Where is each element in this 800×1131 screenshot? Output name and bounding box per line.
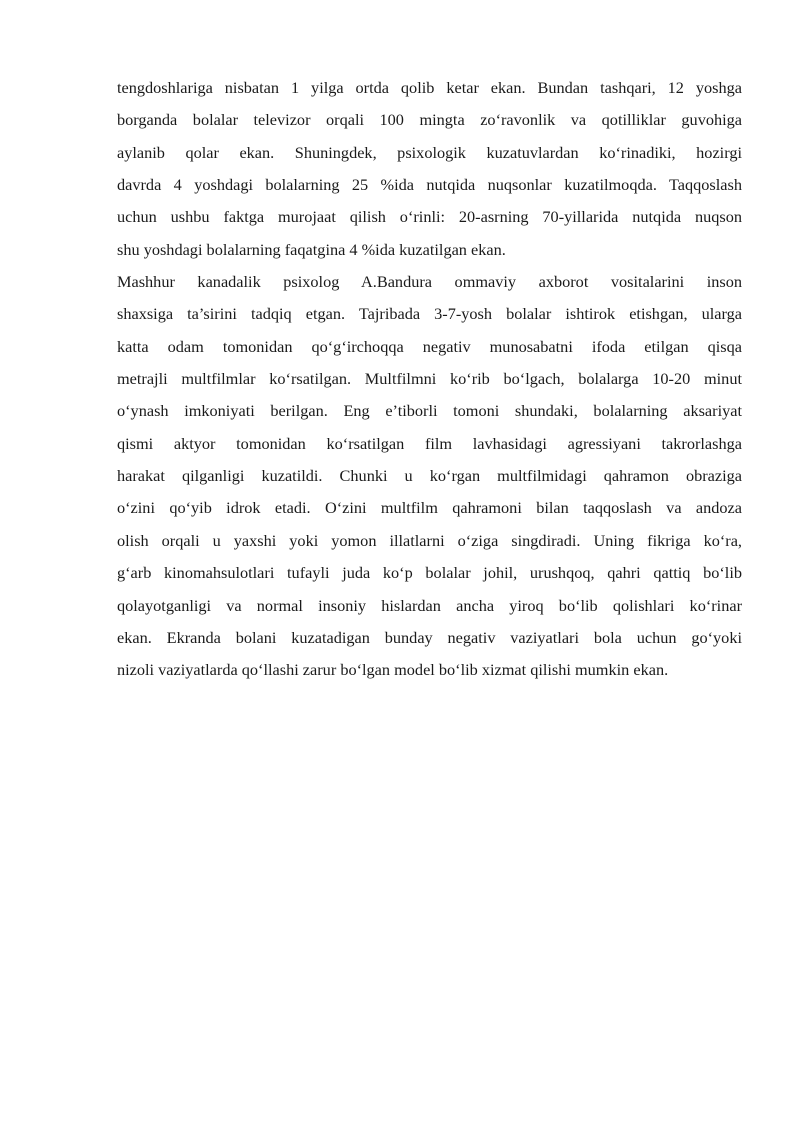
text-line: harakat qilganligi kuzatildi. Chunki u ko‘rgan multfilmidagi qahramon obraziga — [117, 466, 742, 486]
text-line: qolayotganligi va normal insoniy hislardan ancha yiroq bo‘lib qolishlari ko‘rinar — [117, 595, 742, 615]
text-line: uchun ushbu faktga murojaat qilish o‘rinli: 20-asrning 70-yillarida nutqida nuqson — [117, 207, 742, 227]
text-line: olish orqali u yaxshi yoki yomon illatlarni o‘ziga singdiradi. Uning fikriga ko‘ra, — [117, 530, 742, 550]
text-line: davrda 4 yoshdagi bolalarning 25 %ida nutqida nuqsonlar kuzatilmoqda. Taqqoslash — [117, 175, 742, 195]
text-line: o‘ynash imkoniyati berilgan. Eng e’tiborli tomoni shundaki, bolalarning aksariyat — [117, 401, 742, 421]
text-line: ekan. Ekranda bolani kuzatadigan bunday negativ vaziyatlari bola uchun go‘yoki — [117, 627, 742, 647]
text-line: metrajli multfilmlar ko‘rsatilgan. Multfilmni ko‘rib bo‘lgach, bolalarga 10-20 minut — [117, 369, 742, 389]
text-line: shaxsiga ta’sirini tadqiq etgan. Tajribada 3-7-yosh bolalar ishtirok etishgan, ularga — [117, 304, 742, 324]
paragraph-2 — [117, 266, 742, 686]
paragraph-1 — [117, 72, 742, 266]
text-line: tengdoshlariga nisbatan 1 yilga ortda qolib ketar ekan. Bundan tashqari, 12 yoshga — [117, 78, 742, 97]
text-line: qismi aktyor tomonidan ko‘rsatilgan film lavhasidagi agressiyani takrorlashga — [117, 433, 742, 453]
text-line: o‘zini qo‘yib idrok etadi. O‘zini multfilm qahramoni bilan taqqoslash va andoza — [117, 498, 742, 518]
text-line: shu yoshdagi bolalarning faqatgina 4 %ida kuzatilgan ekan. — [117, 239, 506, 259]
text-line: aylanib qolar ekan. Shuningdek, psixologik kuzatuvlardan ko‘rinadiki, hozirgi — [117, 142, 742, 162]
text-line: katta odam tomonidan qo‘g‘irchoqqa negativ munosabatni ifoda etilgan qisqa — [117, 336, 742, 356]
text-line: nizoli vaziyatlarda qo‘llashi zarur bo‘lgan model bo‘lib xizmat qilishi mumkin ekan. — [117, 660, 669, 680]
text-line: Mashhur kanadalik psixolog A.Bandura ommaviy axborot vositalarini inson — [117, 272, 742, 292]
body-text — [117, 72, 742, 687]
text-line: g‘arb kinomahsulotlari tufayli juda ko‘p bolalar johil, urushqoq, qahri qattiq bo‘lib — [117, 563, 742, 583]
text-line: borganda bolalar televizor orqali 100 mingta zo‘ravonlik va qotilliklar guvohiga — [117, 110, 742, 130]
